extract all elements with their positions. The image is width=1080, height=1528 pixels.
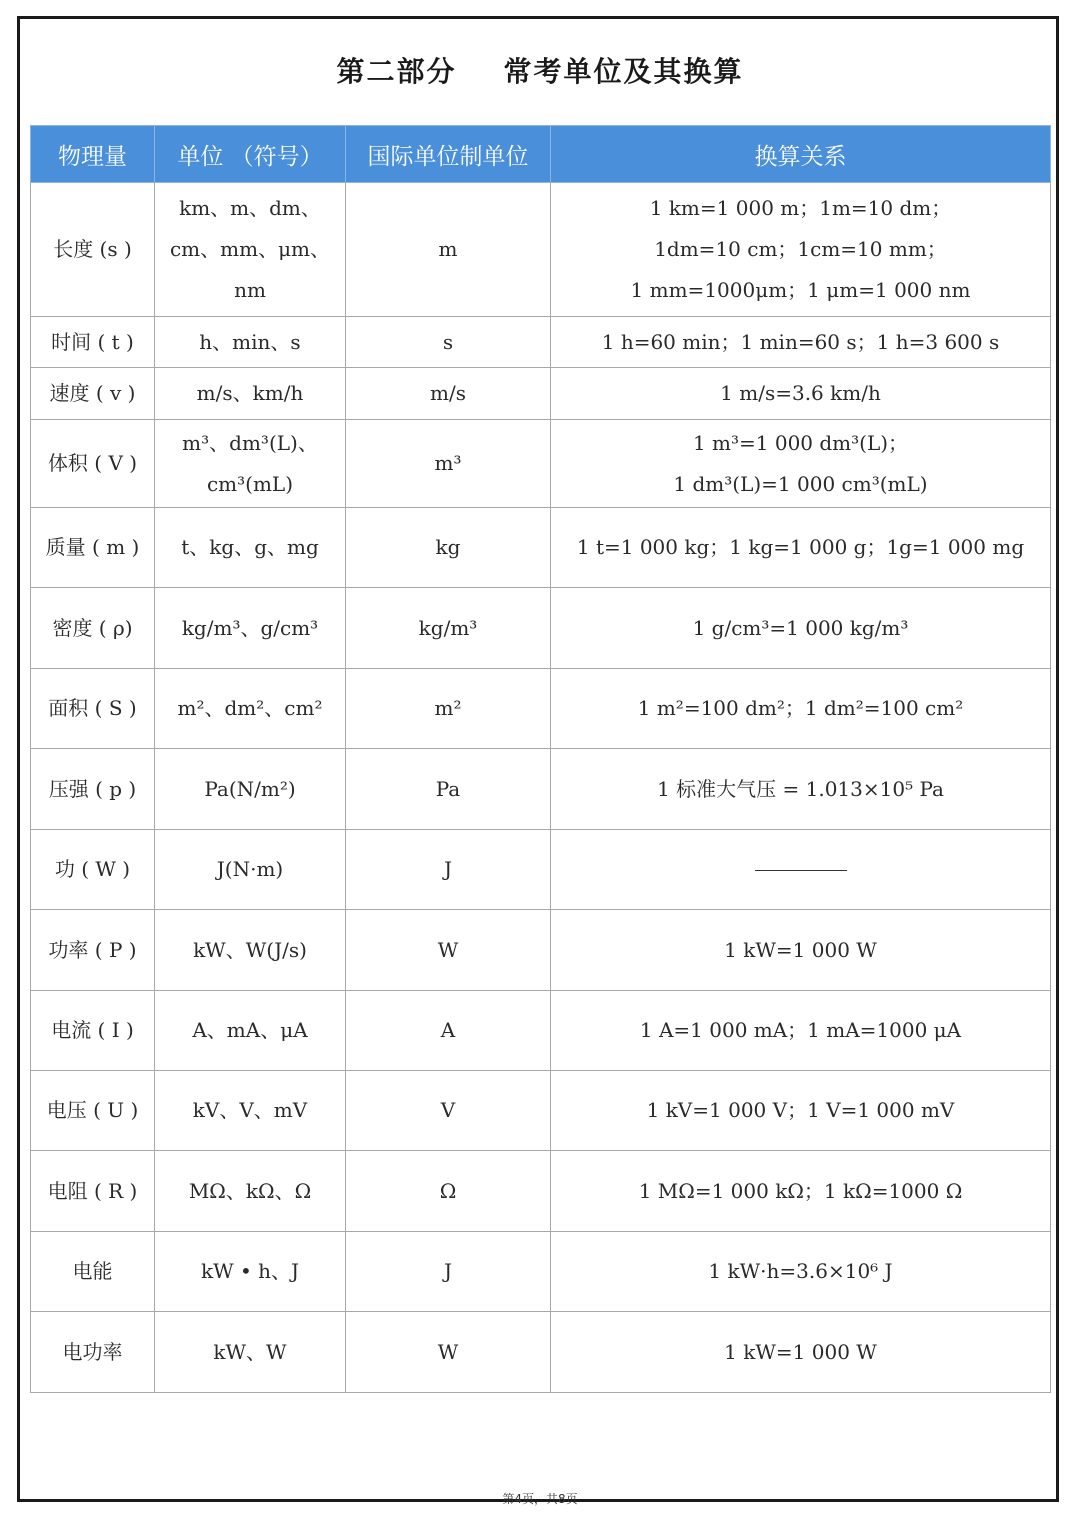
table-header-row: [31, 126, 1051, 183]
conversion-line: 1 标准大气压 = 1.013×10⁵ Pa: [657, 776, 944, 801]
unit-conversion-table: [30, 125, 1051, 1393]
table-row: [31, 910, 1051, 991]
si-unit-cell: kg: [346, 508, 551, 588]
quantity-cell: 电能: [31, 1232, 155, 1312]
units-line: J(N·m): [216, 857, 284, 881]
quantity-cell: 电功率: [31, 1312, 155, 1393]
table-row: [31, 1312, 1051, 1393]
units-cell: [155, 1151, 346, 1232]
conversion-line: 1 kW=1 000 W: [724, 937, 877, 962]
conversion-line: 1 mm=1000μm；1 μm=1 000 nm: [630, 278, 971, 302]
units-cell: [155, 749, 346, 830]
table-row: [31, 830, 1051, 910]
header-unit-symbol: 单位 （符号）: [155, 126, 346, 183]
si-unit-cell: J: [346, 1232, 551, 1312]
conversion-line: 1 h=60 min；1 min=60 s；1 h=3 600 s: [601, 329, 1000, 354]
units-line: km、m、dm、: [179, 196, 321, 220]
conversion-line: 1 g/cm³=1 000 kg/m³: [692, 615, 909, 640]
units-line: t、kg、g、mg: [181, 535, 319, 559]
units-line: m/s、km/h: [196, 381, 304, 405]
si-unit-cell: W: [346, 1312, 551, 1393]
units-cell: [155, 669, 346, 749]
quantity-cell: 功 ( W ): [31, 830, 155, 910]
units-line: kW、W(J/s): [193, 937, 307, 962]
units-line: A、mA、μA: [192, 1018, 308, 1042]
conversion-cell: [551, 669, 1051, 749]
units-line: nm: [234, 278, 266, 302]
conversion-line: 1 MΩ=1 000 kΩ；1 kΩ=1000 Ω: [638, 1178, 963, 1203]
conversion-cell: [551, 1312, 1051, 1393]
conversion-cell: [551, 991, 1051, 1071]
units-line: h、min、s: [199, 329, 301, 354]
units-cell: [155, 1312, 346, 1393]
header-conversion: 换算关系: [551, 126, 1051, 183]
si-unit-cell: W: [346, 910, 551, 991]
units-cell: [155, 1071, 346, 1151]
conversion-line: 1 m/s=3.6 km/h: [720, 381, 881, 405]
conversion-cell: [551, 508, 1051, 588]
quantity-cell: 密度 ( ρ): [31, 588, 155, 669]
table-row: [31, 1232, 1051, 1312]
conversion-line: 1 t=1 000 kg；1 kg=1 000 g；1g=1 000 mg: [576, 535, 1025, 559]
quantity-cell: 面积 ( S ): [31, 669, 155, 749]
page-title: 第二部分 常考单位及其换算: [336, 55, 744, 88]
conversion-line: 1 kW·h=3.6×10⁶ J: [708, 1259, 893, 1283]
conversion-cell: [551, 1151, 1051, 1232]
units-cell: [155, 420, 346, 508]
conversion-line: 1 dm³(L)=1 000 cm³(mL): [673, 471, 928, 496]
units-line: cm³(mL): [206, 471, 294, 496]
header-si-unit: 国际单位制单位: [346, 126, 551, 183]
si-unit-cell: V: [346, 1071, 551, 1151]
si-unit-cell: m³: [346, 420, 551, 508]
conversion-cell: [551, 183, 1051, 317]
conversion-line: 1 m³=1 000 dm³(L)；: [692, 430, 909, 455]
si-unit-cell: Pa: [346, 749, 551, 830]
conversion-line: 1dm=10 cm；1cm=10 mm；: [654, 237, 947, 261]
si-unit-cell: kg/m³: [346, 588, 551, 669]
conversion-cell: [551, 910, 1051, 991]
table-row: [31, 991, 1051, 1071]
units-line: m²、dm²、cm²: [177, 696, 323, 720]
conversion-line: 1 A=1 000 mA；1 mA=1000 μA: [639, 1018, 962, 1042]
conversion-cell: [551, 420, 1051, 508]
conversion-line: 1 m²=100 dm²；1 dm²=100 cm²: [637, 696, 964, 720]
quantity-cell: 速度 ( v ): [31, 368, 155, 420]
conversion-line: 1 kW=1 000 W: [724, 1339, 877, 1364]
conversion-line: 1 km=1 000 m；1m=10 dm；: [649, 196, 952, 220]
table-row: [31, 669, 1051, 749]
quantity-cell: 长度 (s ): [31, 183, 155, 317]
table-row: [31, 317, 1051, 368]
table-row: [31, 588, 1051, 669]
conversion-cell: [551, 317, 1051, 368]
quantity-cell: 功率 ( P ): [31, 910, 155, 991]
units-cell: [155, 588, 346, 669]
units-line: cm、mm、μm、: [169, 237, 331, 261]
table-row: [31, 508, 1051, 588]
table-row: [31, 368, 1051, 420]
units-line: kV、V、mV: [192, 1098, 308, 1122]
units-line: Pa(N/m²): [204, 776, 296, 801]
quantity-cell: 质量 ( m ): [31, 508, 155, 588]
units-cell: [155, 317, 346, 368]
units-cell: [155, 991, 346, 1071]
units-cell: [155, 368, 346, 420]
units-line: kW • h、J: [200, 1259, 300, 1283]
quantity-cell: 电阻 ( R ): [31, 1151, 155, 1232]
table-row: [31, 1151, 1051, 1232]
units-cell: [155, 830, 346, 910]
quantity-cell: 电流 ( I ): [31, 991, 155, 1071]
conversion-cell: [551, 1232, 1051, 1312]
units-cell: [155, 183, 346, 317]
conversion-cell: [551, 368, 1051, 420]
table-row: [31, 1071, 1051, 1151]
table-row: [31, 749, 1051, 830]
conversion-cell: [551, 830, 1051, 910]
conversion-cell: [551, 1071, 1051, 1151]
units-line: m³、dm³(L)、: [182, 430, 318, 455]
quantity-cell: 压强 ( p ): [31, 749, 155, 830]
units-cell: [155, 1232, 346, 1312]
si-unit-cell: J: [346, 830, 551, 910]
header-quantity: 物理量: [31, 126, 155, 183]
si-unit-cell: Ω: [346, 1151, 551, 1232]
units-line: MΩ、kΩ、Ω: [188, 1178, 312, 1203]
page-footer: 第4页，共8页: [502, 1492, 578, 1506]
quantity-cell: 电压 ( U ): [31, 1071, 155, 1151]
si-unit-cell: s: [346, 317, 551, 368]
si-unit-cell: m²: [346, 669, 551, 749]
conversion-cell: [551, 588, 1051, 669]
units-line: kg/m³、g/cm³: [181, 615, 319, 640]
em-dash-placeholder: [755, 870, 847, 871]
si-unit-cell: A: [346, 991, 551, 1071]
quantity-cell: 体积 ( V ): [31, 420, 155, 508]
conversion-cell: [551, 749, 1051, 830]
units-line: kW、W: [213, 1339, 287, 1364]
units-cell: [155, 508, 346, 588]
si-unit-cell: m/s: [346, 368, 551, 420]
quantity-cell: 时间 ( t ): [31, 317, 155, 368]
conversion-line: 1 kV=1 000 V；1 V=1 000 mV: [646, 1098, 955, 1122]
units-cell: [155, 910, 346, 991]
table-row: [31, 420, 1051, 508]
si-unit-cell: m: [346, 183, 551, 317]
table-row: [31, 183, 1051, 317]
